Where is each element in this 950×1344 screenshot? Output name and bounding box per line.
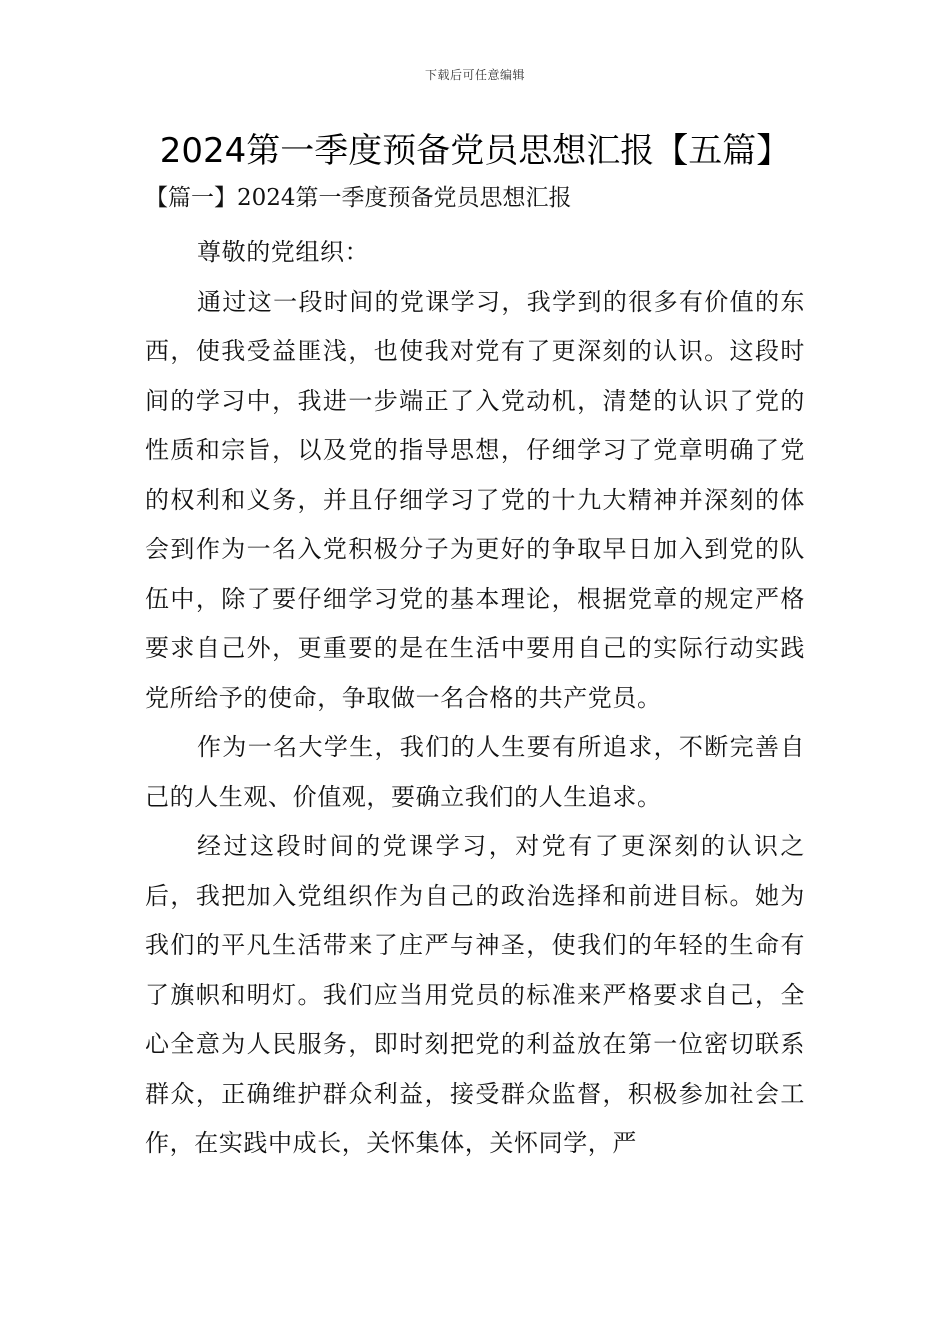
header-note: 下载后可任意编辑 <box>424 68 525 82</box>
paragraph-2: 作为一名大学生，我们的人生要有所追求，不断完善自己的人生观、价值观，要确立我们的人生追求。 <box>145 733 805 811</box>
paragraph-1: 通过这一段时间的党课学习，我学到的很多有价值的东西，使我受益匪浅，也使我对党有了更深刻的认识。这段时间的学习中，我进一步端正了入党动机，清楚的认识了党的性质和宗旨，以及党的指导思想，仔细学习了党章明确了党的权利和义务，并且仔细学习了党的十九大精神并深刻的体会到作为一名入党积极分子为更好的争取早日加入到党的队伍中，除了要仔细学习党的基本理论，根据党章的规定严格要求自己外，更重要的是在生活中要用自己的实际行动实践党所给予的使命，争取做一名合格的共产党员。 <box>145 287 805 712</box>
body-text <box>145 228 805 1169</box>
section-heading: 【篇一】2024第一季度预备党员思想汇报 <box>145 185 572 211</box>
document-title: 2024第一季度预备党员思想汇报【五篇】 <box>159 131 791 171</box>
paragraph-3: 经过这段时间的党课学习，对党有了更深刻的认识之后，我把加入党组织作为自己的政治选择和前进目标。她为我们的平凡生活带来了庄严与神圣，使我们的年轻的生命有了旗帜和明灯。我们应当用党员的标准来严格要求自己，全心全意为人民服务，即时刻把党的利益放在第一位密切联系群众，正确维护群众利益，接受群众监督，积极参加社会工作，在实践中成长，关怀集体，关怀同学，严 <box>145 832 805 1157</box>
salutation: 尊敬的党组织： <box>197 238 370 266</box>
